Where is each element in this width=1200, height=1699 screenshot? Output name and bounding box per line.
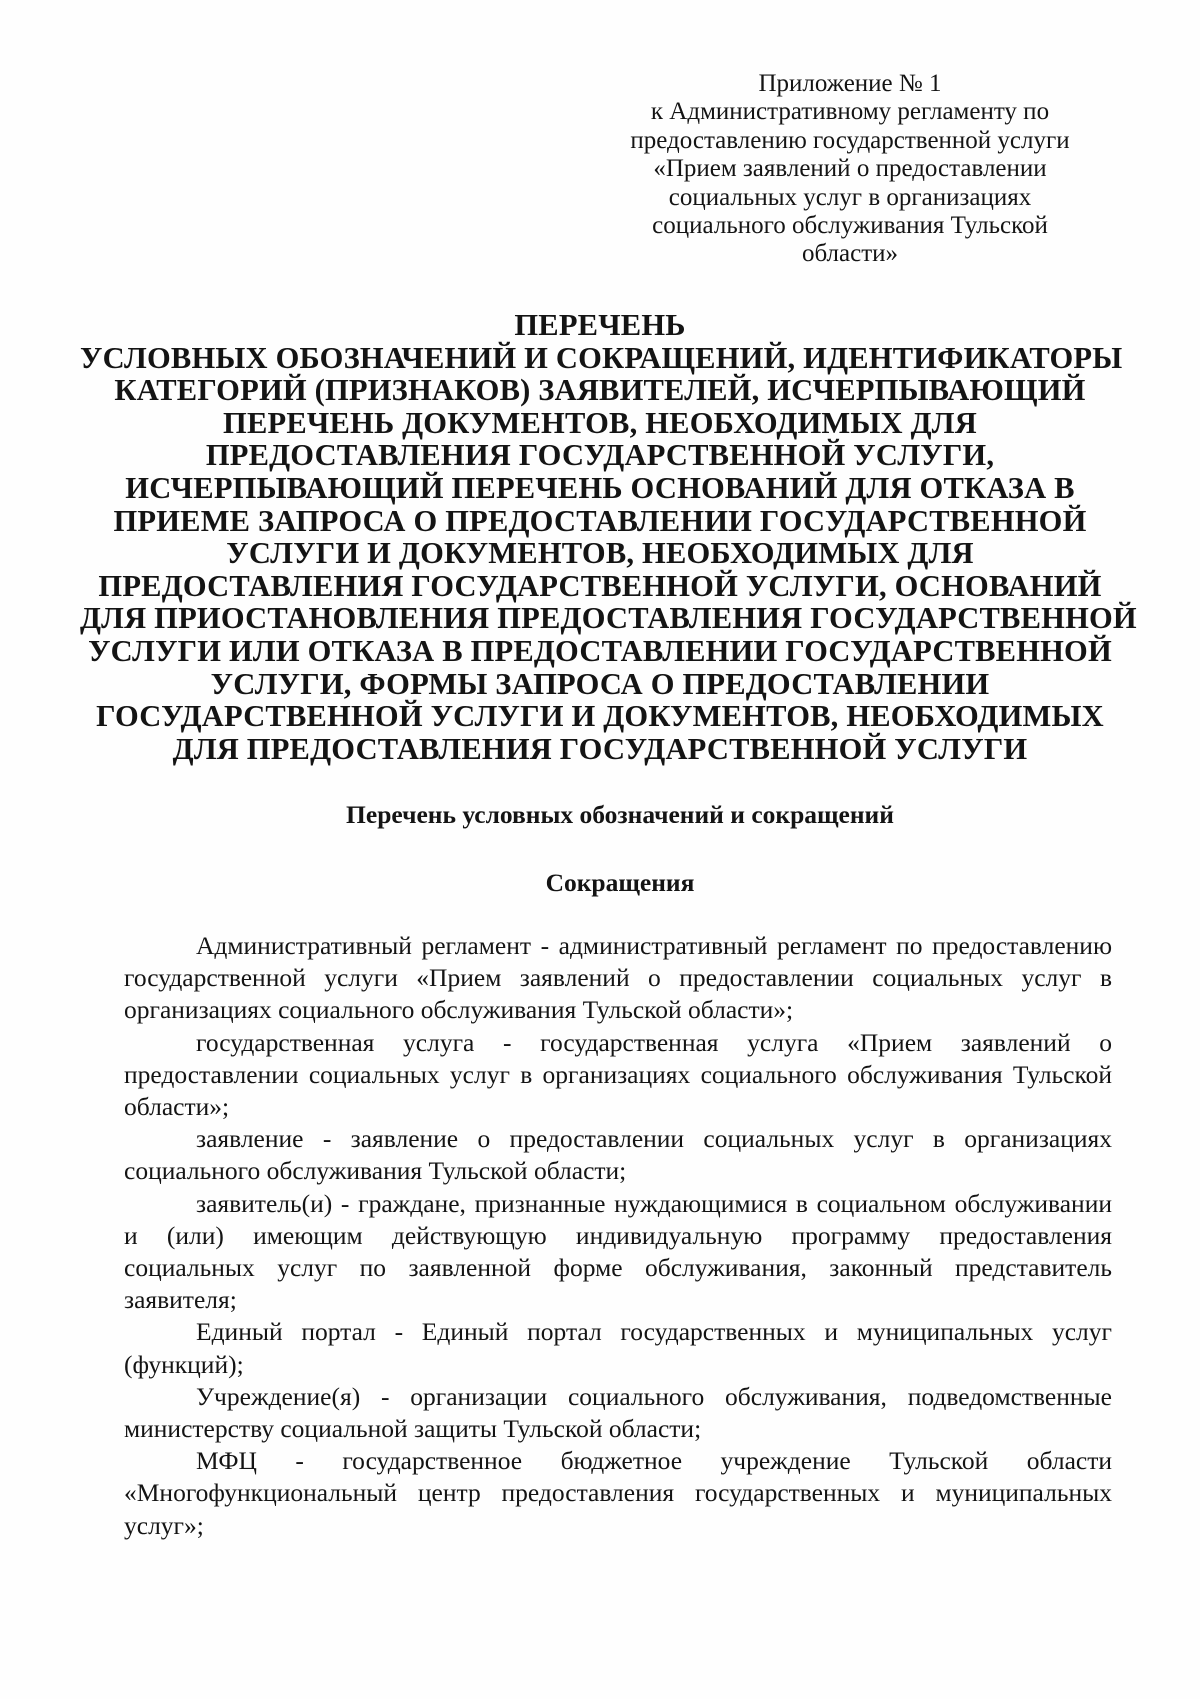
abbreviation-paragraph: Единый портал - Единый портал государственных и муниципальных услуг (функций);	[124, 1317, 1112, 1379]
abbreviation-paragraph: Административный регламент - административный регламент по предоставлению государственной услуги «Прием заявлений о предоставлении социальных услуг в организациях социального обслуживания Тульской области»;	[124, 931, 1112, 1025]
abbreviation-paragraph: государственная услуга - государственная услуга «Прием заявлений о предоставлении социальных услуг в организациях социального обслуживания Тульской области»;	[124, 1027, 1112, 1122]
title-line: ДЛЯ ПРЕДОСТАВЛЕНИЯ ГОСУДАРСТВЕННОЙ УСЛУГИ	[172, 731, 1028, 766]
title-line: УСЛУГИ ИЛИ ОТКАЗА В ПРЕДОСТАВЛЕНИИ ГОСУДАРСТВЕННОЙ	[88, 633, 1112, 668]
appendix-line: Приложение № 1	[758, 70, 942, 97]
appendix-line: области»	[801, 240, 899, 268]
abbreviation-paragraph: МФЦ - государственное бюджетное учреждение Тульской области «Многофункциональный центр предоставления государственных и муниципальных услуг»;	[124, 1446, 1112, 1540]
title-line: КАТЕГОРИЙ (ПРИЗНАКОВ) ЗАЯВИТЕЛЕЙ, ИСЧЕРПЫВАЮЩИЙ	[114, 373, 1086, 408]
abbreviation-paragraph: Учреждение(я) - организации социального обслуживания, подведомственные министерству социальной защиты Тульской области;	[124, 1381, 1112, 1444]
title-line: ПРЕДОСТАВЛЕНИЯ ГОСУДАРСТВЕННОЙ УСЛУГИ, ОСНОВАНИЙ	[98, 568, 1102, 603]
title-line: УСЛУГИ, ФОРМЫ ЗАПРОСА О ПРЕДОСТАВЛЕНИИ	[210, 666, 990, 701]
abbreviations-list	[124, 930, 1112, 1542]
title-line: ИСЧЕРПЫВАЮЩИЙ ПЕРЕЧЕНЬ ОСНОВАНИЙ ДЛЯ ОТКАЗА В	[125, 470, 1075, 505]
appendix-line: предоставлению государственной услуги	[630, 126, 1070, 154]
title-line: ПЕРЕЧЕНЬ ДОКУМЕНТОВ, НЕОБХОДИМЫХ ДЛЯ	[223, 405, 977, 440]
title-line: УСЛУГИ И ДОКУМЕНТОВ, НЕОБХОДИМЫХ ДЛЯ	[226, 536, 974, 571]
title-line: ПРЕДОСТАВЛЕНИЯ ГОСУДАРСТВЕННОЙ УСЛУГИ,	[205, 438, 995, 473]
abbreviation-paragraph: заявитель(и) - граждане, признанные нуждающимися в социальном обслуживании и (или) имеющим действующую индивидуальную программу предоставления социальных услуг по заявленной форме обслуживания, законный представитель заявителя;	[124, 1188, 1112, 1315]
appendix-line: социального обслуживания Тульской	[652, 212, 1048, 240]
title-line: ГОСУДАРСТВЕННОЙ УСЛУГИ И ДОКУМЕНТОВ, НЕОБХОДИМЫХ	[96, 699, 1104, 734]
appendix-line: «Прием заявлений о предоставлении	[653, 155, 1047, 183]
section-heading: Перечень условных обозначений и сокращений	[346, 800, 894, 829]
document-title	[80, 308, 1137, 766]
title-line: ПЕРЕЧЕНЬ	[514, 308, 686, 342]
title-line: ПРИЕМЕ ЗАПРОСА О ПРЕДОСТАВЛЕНИИ ГОСУДАРСТВЕННОЙ	[113, 503, 1087, 538]
title-line: УСЛОВНЫХ ОБОЗНАЧЕНИЙ И СОКРАЩЕНИЙ, ИДЕНТИФИКАТОРЫ	[80, 340, 1123, 375]
appendix-line: к Административному регламенту по	[650, 98, 1050, 126]
appendix-header	[600, 70, 1100, 269]
abbreviation-paragraph: заявление - заявление о предоставлении социальных услуг в организациях социального обслуживания Тульской области;	[124, 1124, 1112, 1186]
title-line: ДЛЯ ПРИОСТАНОВЛЕНИЯ ПРЕДОСТАВЛЕНИЯ ГОСУДАРСТВЕННОЙ	[80, 601, 1137, 636]
appendix-line: социальных услуг в организациях	[668, 183, 1032, 211]
abbreviations-heading: Сокращения	[545, 868, 695, 897]
